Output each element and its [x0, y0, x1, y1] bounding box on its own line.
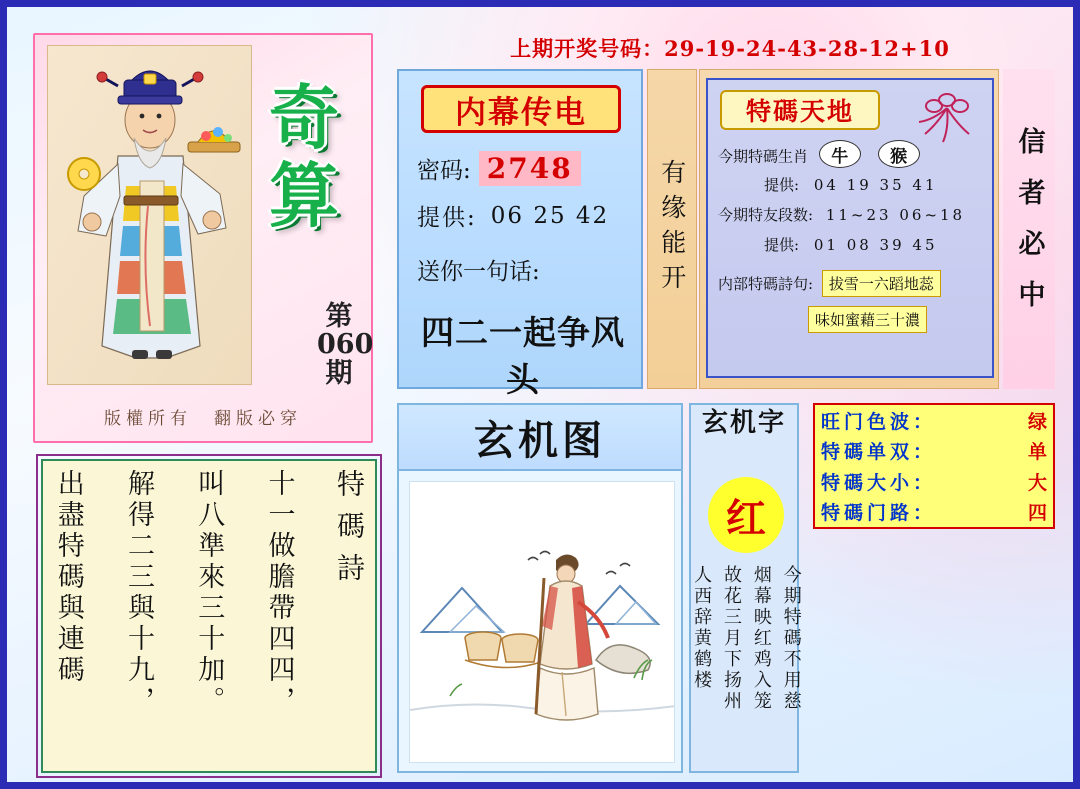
draw-numbers: 上期开奖号码：29-19-24-43-28-12+10: [510, 36, 950, 61]
issue-number: 第060期: [317, 301, 374, 389]
prediction-label-1: 特碼单双：: [821, 441, 937, 464]
secret-code-row: [417, 151, 581, 186]
mystery-word-col-2: 烟幕映红鸡入笼: [750, 565, 772, 712]
tema-provide-value-1: 04 19 35 41: [813, 176, 938, 194]
mystery-word-grid: [691, 565, 802, 712]
tema-poem-columns: [51, 469, 367, 763]
zodiac-badge-2: 猴: [878, 140, 920, 168]
tema-provide-row-1: [764, 174, 938, 195]
send-phrase-label: 送你一句话:: [417, 259, 540, 285]
provided-numbers-label: 提供:: [417, 205, 477, 231]
prediction-label-2: 特碼大小：: [821, 471, 937, 494]
tema-poem-panel: [41, 459, 377, 773]
secret-code-label: 密码:: [417, 158, 471, 184]
table-row: [815, 466, 1053, 497]
prediction-value-2: 大: [1027, 471, 1047, 494]
mystery-word-highlight: 红: [708, 477, 784, 553]
tema-poem-line-d: 出盡特碼與連碼: [52, 469, 84, 686]
table-row: [815, 405, 1053, 436]
page-title: 奇算: [269, 76, 341, 238]
tema-zodiac-row: [718, 140, 926, 168]
tema-card: [706, 78, 994, 378]
tema-poem-title: 特碼詩: [333, 469, 366, 595]
tema-poem-row-2: [808, 306, 927, 333]
tema-poem-line-2: 味如蜜藉三十濃: [808, 306, 927, 333]
poster-panel: [33, 33, 373, 443]
believer-slogan-text: 信者必中: [1013, 127, 1045, 331]
tema-provide-value-2: 01 08 39 45: [813, 236, 938, 254]
inside-tip-title: 内幕传电: [421, 85, 621, 133]
prediction-value-0: 绿: [1027, 410, 1047, 433]
prediction-value-3: 四: [1027, 502, 1047, 525]
mystery-word-col-3: 故花三月下扬州: [721, 565, 742, 712]
tema-provide-label-1: 提供:: [764, 176, 800, 194]
tema-provide-label-2: 提供:: [764, 236, 800, 254]
mystery-picture-image: [409, 481, 675, 763]
table-row: [815, 436, 1053, 467]
tema-friend-value: 11~23 06~18: [825, 206, 966, 224]
prediction-summary-table: [813, 403, 1055, 529]
tema-poem-line-b: 叫八準來三十加。: [193, 469, 225, 717]
prediction-table: [815, 405, 1053, 527]
mystery-word-col-4: 人西辞黄鹤楼: [691, 565, 713, 691]
mystery-scene-svg: [410, 482, 675, 763]
believer-slogan-right: [1003, 69, 1055, 389]
mystery-word-panel: [689, 403, 802, 773]
zodiac-badge-1: 牛: [819, 140, 861, 168]
inside-tip-panel: [397, 69, 643, 399]
send-phrase-value: 四二一起争风头: [421, 313, 625, 399]
prediction-label-0: 旺门色波：: [821, 410, 937, 433]
provided-numbers-value: 06 25 42: [490, 202, 610, 229]
mystery-word-title: 玄机字: [701, 408, 786, 438]
tema-provide-row-2: [764, 234, 938, 255]
mystery-picture-title: 玄机图: [399, 405, 681, 471]
provided-numbers-row: [417, 199, 609, 232]
tema-zodiac-label: 今期特碼生肖: [718, 147, 809, 166]
tema-poem-line-1: 拔雪一六蹈地蕊: [822, 270, 941, 297]
table-row: [815, 497, 1053, 528]
lucky-slogan-left-text: 有缘能开: [657, 159, 687, 299]
mystery-picture-panel: [397, 403, 683, 773]
tema-friend-row: [718, 204, 965, 225]
secret-code-value: 2748: [479, 151, 581, 186]
tema-poem-label: 内部特碼詩句:: [718, 275, 814, 293]
copyright-notice: 版權所有 翻版必穿: [104, 409, 302, 429]
prediction-label-3: 特碼门路：: [821, 502, 937, 525]
deity-figure-svg: [48, 46, 252, 385]
tema-poem-line-c: 解得二三與十九，: [123, 469, 154, 717]
tema-poem-line-a: 十一做膽帶四四，: [263, 469, 295, 717]
prediction-value-1: 单: [1027, 441, 1047, 464]
tema-poem-row: [718, 270, 941, 297]
tema-title: 特碼天地: [720, 90, 880, 130]
lucky-slogan-left: [647, 69, 697, 389]
tema-panel: [699, 69, 999, 389]
deity-illustration: [47, 45, 252, 385]
mystery-word-col-1: 今期特碼不用慈: [780, 565, 802, 712]
tema-friend-label: 今期特友段数:: [718, 206, 814, 224]
